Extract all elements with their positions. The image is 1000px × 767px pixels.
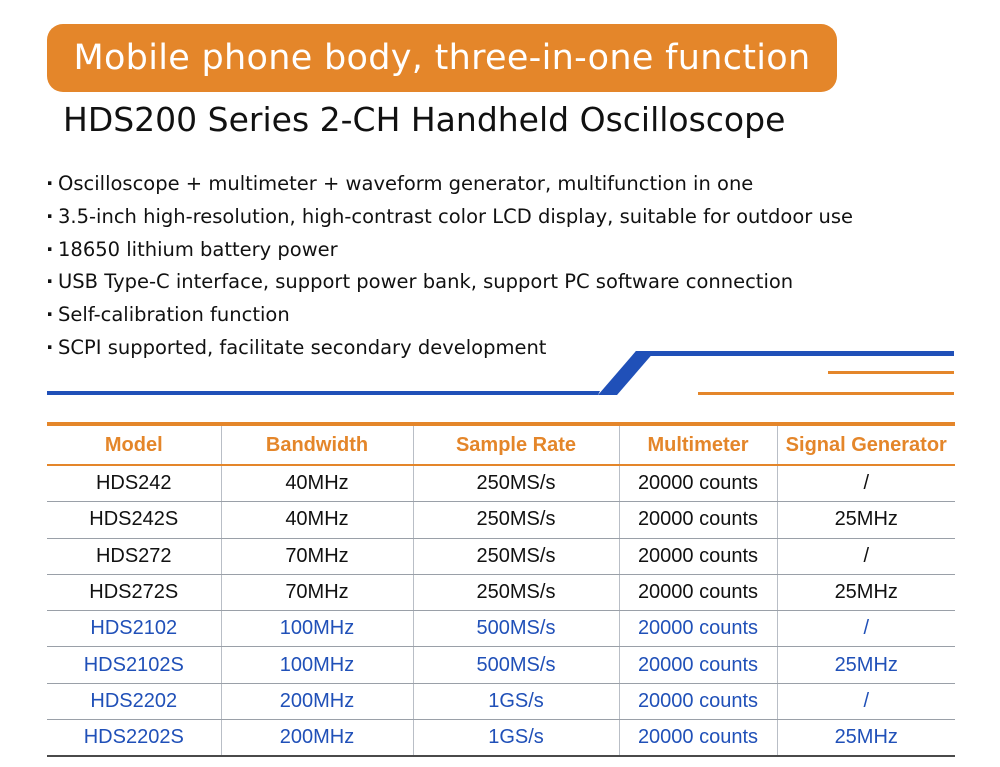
- cell-signal-generator: /: [777, 611, 955, 647]
- bullet-icon: ·: [46, 270, 54, 294]
- product-title: HDS200 Series 2-CH Handheld Oscilloscope: [63, 100, 786, 139]
- cell-multimeter: 20000 counts: [619, 647, 777, 683]
- specs-table: [47, 422, 955, 757]
- headline-banner: Mobile phone body, three-in-one function: [47, 24, 837, 92]
- table-header-row: [47, 424, 955, 465]
- cell-model: HDS242: [47, 465, 221, 502]
- divider-blue-bar: [47, 391, 600, 395]
- divider-orange-line-1: [828, 371, 954, 374]
- cell-signal-generator: /: [777, 538, 955, 574]
- cell-signal-generator: /: [777, 465, 955, 502]
- bullet-icon: ·: [46, 237, 54, 261]
- feature-text: 3.5-inch high-resolution, high-contrast color LCD display, suitable for outdoor use: [58, 204, 854, 228]
- cell-multimeter: 20000 counts: [619, 465, 777, 502]
- header-signal-generator: Signal Generator: [777, 424, 955, 465]
- cell-multimeter: 20000 counts: [619, 720, 777, 757]
- header-multimeter: Multimeter: [619, 424, 777, 465]
- table-row: [47, 465, 955, 502]
- divider-blue-slant: [598, 351, 655, 395]
- cell-sample-rate: 250MS/s: [413, 574, 619, 610]
- cell-model: HDS2102S: [47, 647, 221, 683]
- cell-bandwidth: 100MHz: [221, 611, 413, 647]
- feature-text: SCPI supported, facilitate secondary development: [58, 335, 547, 359]
- table-row: [47, 574, 955, 610]
- table-row: [47, 502, 955, 538]
- header-model: Model: [47, 424, 221, 465]
- bullet-icon: ·: [46, 172, 54, 195]
- cell-multimeter: 20000 counts: [619, 502, 777, 538]
- table-row: [47, 683, 955, 719]
- cell-sample-rate: 1GS/s: [413, 720, 619, 757]
- bullet-icon: ·: [46, 335, 54, 359]
- bullet-icon: ·: [46, 303, 54, 327]
- cell-sample-rate: 250MS/s: [413, 538, 619, 574]
- header-bandwidth: Bandwidth: [221, 424, 413, 465]
- divider-blue-top: [632, 351, 954, 356]
- table-row: [47, 611, 955, 647]
- cell-sample-rate: 1GS/s: [413, 683, 619, 719]
- cell-signal-generator: /: [777, 683, 955, 719]
- table-row: [47, 538, 955, 574]
- cell-sample-rate: 250MS/s: [413, 502, 619, 538]
- cell-model: HDS2102: [47, 611, 221, 647]
- cell-signal-generator: 25MHz: [777, 574, 955, 610]
- cell-multimeter: 20000 counts: [619, 538, 777, 574]
- feature-text: Self-calibration function: [58, 303, 290, 327]
- cell-bandwidth: 70MHz: [221, 574, 413, 610]
- cell-bandwidth: 40MHz: [221, 502, 413, 538]
- cell-model: HDS272: [47, 538, 221, 574]
- cell-multimeter: 20000 counts: [619, 611, 777, 647]
- table-row: [47, 720, 955, 757]
- cell-model: HDS2202: [47, 683, 221, 719]
- cell-model: HDS2202S: [47, 720, 221, 757]
- cell-bandwidth: 100MHz: [221, 647, 413, 683]
- bullet-icon: ·: [46, 204, 54, 228]
- cell-model: HDS242S: [47, 502, 221, 538]
- table-body: [47, 465, 955, 756]
- cell-signal-generator: 25MHz: [777, 720, 955, 757]
- header-sample-rate: Sample Rate: [413, 424, 619, 465]
- cell-sample-rate: 500MS/s: [413, 647, 619, 683]
- cell-bandwidth: 40MHz: [221, 465, 413, 502]
- cell-bandwidth: 200MHz: [221, 720, 413, 757]
- cell-model: HDS272S: [47, 574, 221, 610]
- feature-text: USB Type-C interface, support power bank, support PC software connection: [58, 270, 794, 294]
- feature-text: Oscilloscope + multimeter + waveform generator, multifunction in one: [58, 172, 754, 195]
- cell-signal-generator: 25MHz: [777, 502, 955, 538]
- cell-multimeter: 20000 counts: [619, 574, 777, 610]
- cell-sample-rate: 500MS/s: [413, 611, 619, 647]
- cell-bandwidth: 70MHz: [221, 538, 413, 574]
- cell-sample-rate: 250MS/s: [413, 465, 619, 502]
- cell-signal-generator: 25MHz: [777, 647, 955, 683]
- table-row: [47, 647, 955, 683]
- cell-multimeter: 20000 counts: [619, 683, 777, 719]
- divider-orange-line-2: [698, 392, 954, 395]
- feature-text: 18650 lithium battery power: [58, 237, 338, 261]
- cell-bandwidth: 200MHz: [221, 683, 413, 719]
